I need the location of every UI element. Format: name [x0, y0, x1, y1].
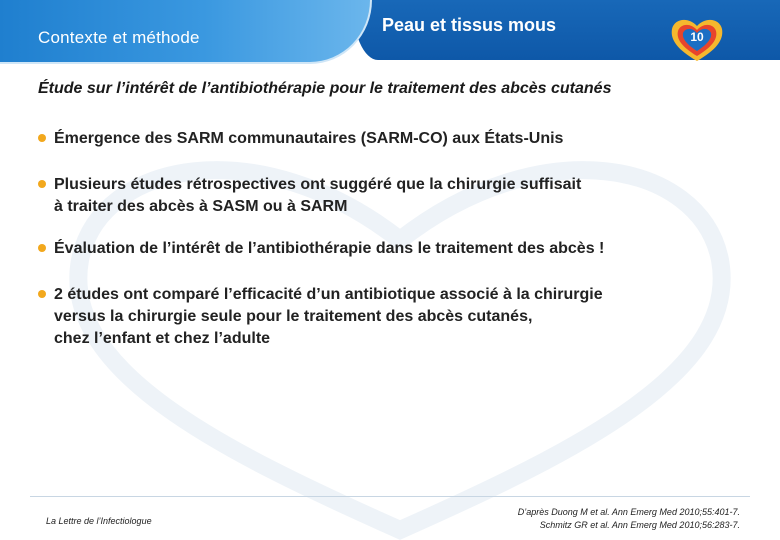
references: [518, 506, 740, 532]
bullet-line: Émergence des SARM communautaires (SARM-CO) aux États-Unis: [54, 130, 564, 147]
bullet-line: versus la chirurgie seule pour le traitement des abcès cutanés,: [54, 308, 533, 325]
bullet-item: [38, 238, 738, 260]
header-bar: [0, 0, 780, 70]
bullet-item: [38, 174, 738, 218]
bullet-line: 2 études ont comparé l’efficacité d’un antibiotique associé à la chirurgie: [54, 286, 603, 303]
page-number: 10: [690, 30, 704, 44]
bullet-item: [38, 128, 738, 150]
bullet-dot: [38, 244, 46, 252]
bullet-line: à traiter des abcès à SASM ou à SARM: [54, 198, 348, 215]
bullet-dot: [38, 134, 46, 142]
header-title: Peau et tissus mous: [382, 15, 557, 35]
bullet-line: Évaluation de l’intérêt de l’antibiothérapie dans le traitement des abcès !: [54, 240, 605, 257]
bullet-line: Plusieurs études rétrospectives ont suggéré que la chirurgie suffisait: [54, 176, 582, 193]
bullet-line: chez l’enfant et chez l’adulte: [54, 330, 271, 347]
section-label: Contexte et méthode: [38, 28, 200, 47]
reference-line: Schmitz GR et al. Ann Emerg Med 2010;56:283-7.: [539, 520, 740, 530]
journal-name: La Lettre de l’Infectiologue: [46, 516, 152, 526]
reference-line: D’après Duong M et al. Ann Emerg Med 2010;55:401-7.: [517, 507, 740, 517]
bullet-item: [38, 284, 738, 350]
bullet-dot: [38, 290, 46, 298]
footer-divider: [30, 496, 750, 497]
bullet-dot: [38, 180, 46, 188]
slide-title: Étude sur l’intérêt de l’antibiothérapie pour le traitement des abcès cutanés: [38, 80, 612, 97]
